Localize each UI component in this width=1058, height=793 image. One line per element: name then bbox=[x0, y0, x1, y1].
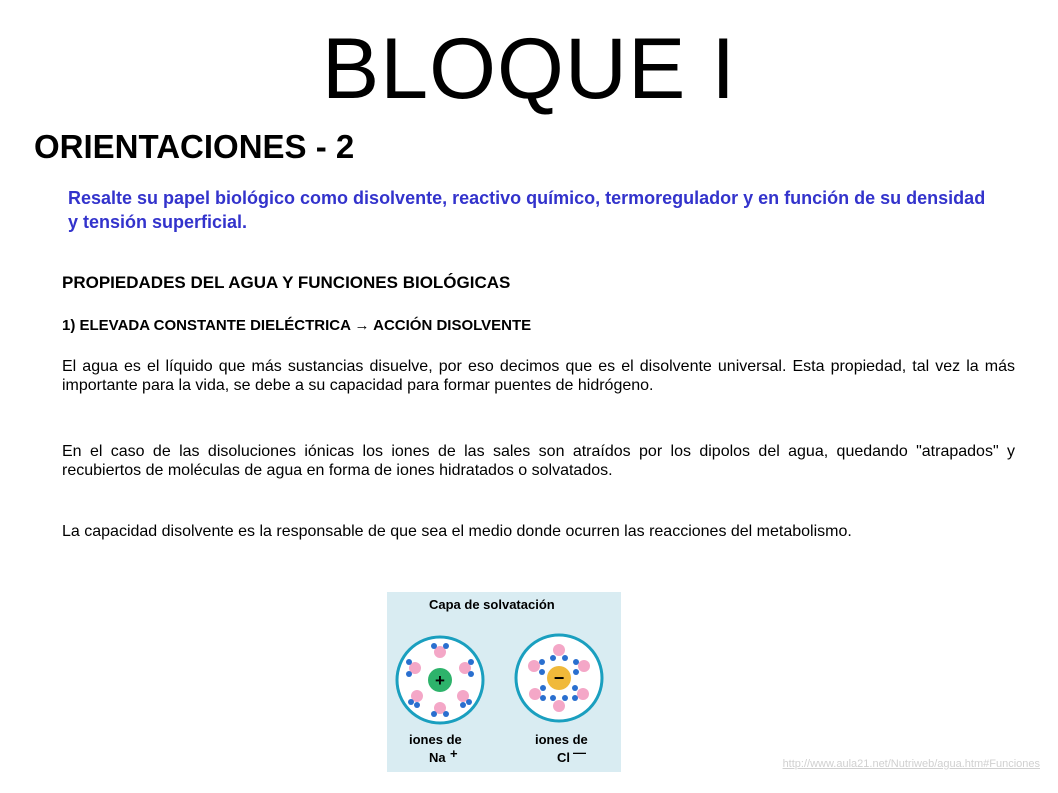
paragraph-2: En el caso de las disoluciones iónicas los iones de las sales son atraídos por los dipolos del agua, quedando "atrapados" y recubiertos de moléculas de agua en forma de iones hidratados o solvatados. bbox=[62, 443, 1015, 479]
intro-text: Resalte su papel biológico como disolvente, reactivo químico, termoregulador y en función de su densidad y tensión superficial. bbox=[68, 188, 986, 232]
minus-sign: − bbox=[553, 668, 565, 688]
section-title: PROPIEDADES DEL AGUA Y FUNCIONES BIOLÓGICAS bbox=[62, 273, 511, 292]
paragraph-3: La capacidad disolvente es la responsable de que sea el medio donde ocurren las reacciones del metabolismo. bbox=[62, 523, 852, 540]
sodium-solvation-sphere bbox=[397, 637, 483, 723]
left-label: iones de bbox=[409, 732, 462, 747]
slide-subtitle: ORIENTACIONES - 2 bbox=[34, 128, 355, 165]
solvation-diagram bbox=[387, 592, 621, 772]
plus-sign: + bbox=[435, 671, 445, 690]
left-ion-charge: + bbox=[450, 746, 458, 761]
right-ion-name: Cl bbox=[557, 750, 570, 765]
source-link[interactable]: http://www.aula21.net/Nutriweb/agua.htm#Funciones bbox=[782, 758, 1040, 770]
slide-title: BLOQUE I bbox=[321, 21, 737, 117]
chloride-solvation-sphere bbox=[516, 635, 602, 721]
right-label: iones de bbox=[535, 732, 588, 747]
right-ion-charge: — bbox=[573, 745, 586, 760]
left-ion-name: Na bbox=[429, 750, 446, 765]
solvation-figure bbox=[387, 592, 621, 772]
paragraph-1: El agua es el líquido que más sustancias disuelve, por eso decimos que es el disolvente universal. Esta propiedad, tal vez la más importante para la vida, se debe a su capacidad para formar puentes de hidrógeno. bbox=[62, 358, 1015, 394]
figure-caption: Capa de solvatación bbox=[429, 597, 555, 612]
item-title: 1) ELEVADA CONSTANTE DIELÉCTRICA → ACCIÓN DISOLVENTE bbox=[62, 317, 532, 334]
